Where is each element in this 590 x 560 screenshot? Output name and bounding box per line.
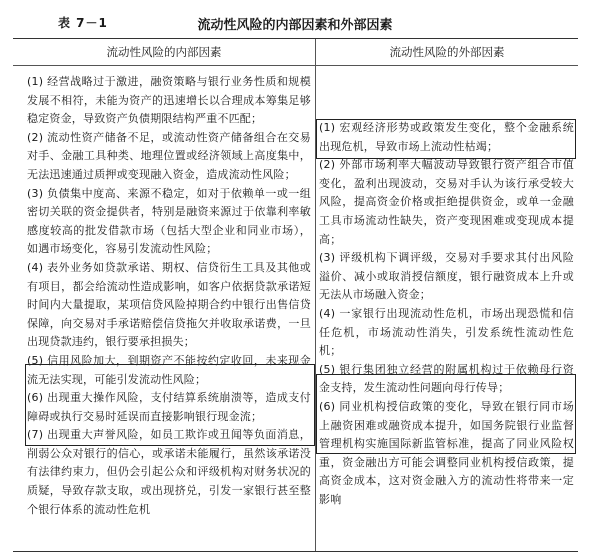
internal-factor-item: (7) 出现重大声誉风险，如员工欺诈或丑闻等负面消息，削弱公众对银行的信心，或承诺未能履行，虽然该承诺没有法律约束力，但仍会引起公众和评级机构对财务状况的质疑，导致存款支取，或出现挤兑，引发一家银行甚至整个银行体系的流动性危机 (27, 428, 311, 516)
header-rule (13, 65, 578, 66)
external-factor-item: (2) 外部市场利率大幅波动导致银行资产组合市值变化，盈利出现波动，交易对手认为该行承受较大风险，提高资金价格或拒绝提供资金，或单一金融工具市场流动性缺失，资产变现困难或变现成本提高； (319, 158, 574, 246)
factors-table (13, 38, 578, 552)
column-header-internal: 流动性风险的内部因素 (106, 45, 222, 59)
internal-factor-item: (4) 表外业务如贷款承诺、期权、信贷衍生工具及其他或有项目，都会给流动性造成影响，如客户依据贷款承诺短时间内大量提取，某项信贷风险掉期合约中银行出售信贷保障，向交易对手承诺赔偿信贷拖欠并收取承诺费，一旦出现贷款违约，银行要承担损失； (27, 260, 311, 349)
internal-factor-item: (2) 流动性资产储备不足，或流动性资产储备组合在交易对手、金融工具种类、地理位置或经济领域上高度集中，无法迅速通过质押或变现融入资金，造成流动性风险； (27, 130, 311, 181)
internal-factor-item: (6) 出现重大操作风险，支付结算系统崩溃等，造成支付障碍或执行交易时延误而直接影响银行现金流； (27, 391, 311, 423)
external-factor-item: (1) 宏观经济形势或政策发生变化，整个金融系统出现危机，导致市场上流动性枯竭； (319, 121, 574, 153)
table-title: 流动性风险的内部因素和外部因素 (197, 18, 393, 33)
internal-factor-item: (5) 信用风险加大，到期资产不能按约定收回，未来现金流无法实现，可能引发流动性风险； (27, 353, 311, 386)
external-factors-list (319, 119, 574, 509)
internal-factor-item: (3) 负债集中度高、来源不稳定，如对于依赖单一或一组密切关联的资金提供者，特别是融资来源过于依靠利率敏感度较高的批发借款市场（包括大型企业和同业市场），如遇市场变化，容易引发流动性风险； (27, 186, 311, 256)
table-header (0, 10, 590, 34)
external-factor-item: (4) 一家银行出现流动性危机，市场出现恐慌和信任危机，市场流动性消失，引发系统性流动性危机； (319, 306, 574, 358)
external-factor-item: (6) 同业机构授信政策的变化，导致在银行同市场上融资困难或融资成本提升，如国务院银行业监督管理机构实施国际新监管标准，提高了同业风险权重，资金融出方可能会调整同业机构授信政策，提高资金成本，这对资金融入方的流动性将带来一定影响 (319, 399, 574, 506)
internal-factors-list (27, 73, 311, 519)
internal-factor-item: (1) 经营战略过于激进，融资策略与银行业务性质和规模发展不相符，未能为资产的迅速增长以合理成本筹集足够稳定资金，导致资产负债期限结构严重不匹配； (27, 75, 311, 126)
external-factor-item: (5) 银行集团独立经营的附属机构过于依赖母行资金支持，发生流动性问题向母行传导； (319, 362, 574, 395)
table-number: 表 7－1 (58, 16, 108, 30)
column-divider (315, 39, 316, 551)
external-factor-item: (3) 评级机构下调评级，交易对手要求其付出风险溢价、减小或取消授信额度，银行融资成本上升或无法从市场融入资金； (319, 251, 574, 302)
column-header-external: 流动性风险的外部因素 (389, 45, 505, 59)
